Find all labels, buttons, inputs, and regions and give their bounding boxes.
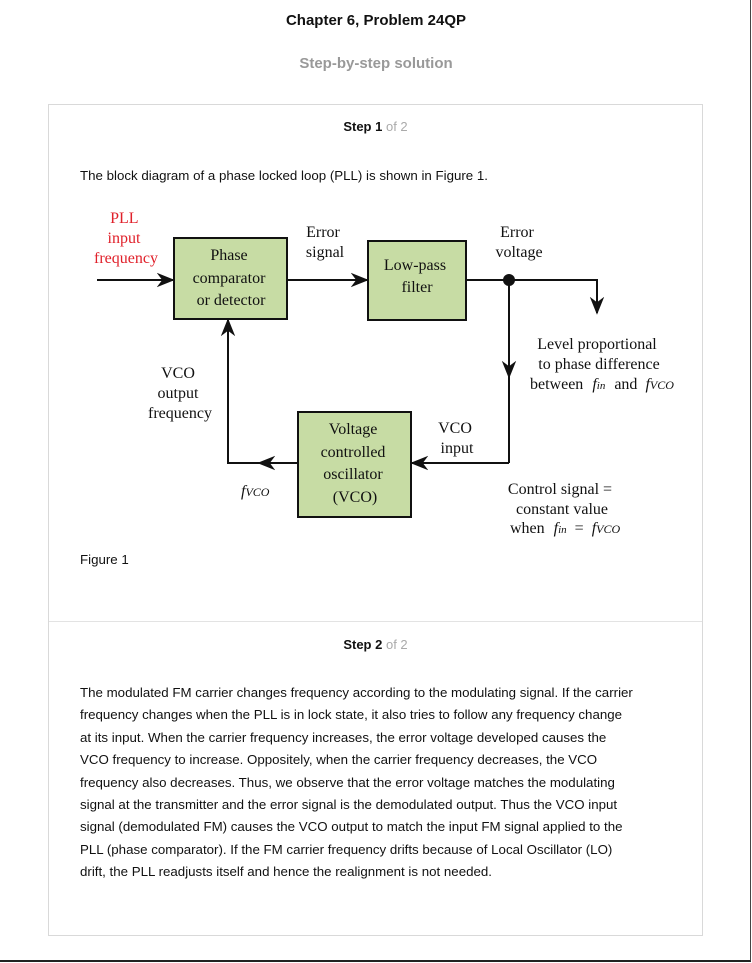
phase-comparator-label: Phase comparator or detector xyxy=(192,247,266,309)
pll-input-label: PLL input frequency xyxy=(94,210,158,267)
error-voltage-label: Error voltage xyxy=(495,224,543,261)
step-2-of: of 2 xyxy=(385,637,408,652)
step-2-line: frequency also decreases. Thus, we observe that the error voltage matches the modulating xyxy=(80,774,615,790)
level-between-line: between fin and fVCO xyxy=(530,376,674,393)
step-2-label: Step 2 xyxy=(343,637,383,652)
page-subtitle: Step-by-step solution xyxy=(299,55,453,72)
error-signal-label: Error signal xyxy=(305,224,345,261)
step-2-line: drift, the PLL readjusts itself and hence the realignment is not needed. xyxy=(80,864,492,880)
control-when-line: when fin = fVCO xyxy=(510,520,621,537)
control-signal-label: Control signal = constant value xyxy=(507,481,613,518)
fvco-label: fVCO xyxy=(241,483,270,500)
figure-caption: Figure 1 xyxy=(80,552,129,567)
step-1-label: Step 1 xyxy=(343,119,383,134)
vco-block-label: Voltage controlled oscillator (VCO) xyxy=(320,421,386,506)
vco-input-label: VCO input xyxy=(438,420,474,457)
step-2-line: PLL (phase comparator). If the FM carrier frequency drifts because of Local Oscillator (LO) xyxy=(80,841,613,857)
step-2-line: signal at the transmitter and the error signal is the demodulated output. Thus the VCO input xyxy=(80,797,618,813)
low-pass-filter-label: Low-pass filter xyxy=(383,257,447,296)
level-proportional-label: Level proportional to phase difference xyxy=(537,336,660,373)
step-2-header xyxy=(49,637,702,652)
output-line xyxy=(466,280,597,313)
step-divider xyxy=(49,621,702,622)
step-2-line: signal (demodulated FM) causes the VCO output to match the input FM signal applied to the xyxy=(80,819,623,835)
step-2-line: at its input. When the carrier frequency increases, the error voltage developed causes the xyxy=(80,729,607,745)
page-title: Chapter 6, Problem 24QP xyxy=(285,12,467,29)
step-2-line: VCO frequency to increase. Oppositely, when the carrier frequency decreases, the VCO xyxy=(80,752,598,768)
step-2-body xyxy=(80,682,680,884)
vco-output-label: VCO output frequency xyxy=(148,365,212,422)
step-2-line: The modulated FM carrier changes frequency according to the modulating signal. If the carrier xyxy=(80,685,633,700)
vco-output-line xyxy=(228,320,298,463)
step-1-intro: The block diagram of a phase locked loop (PLL) is shown in Figure 1. xyxy=(80,168,488,183)
step-2-line: frequency changes when the PLL is in lock state, it also tries to follow any frequency change xyxy=(80,707,623,723)
step-1-of: of 2 xyxy=(385,119,408,134)
solution-card xyxy=(48,104,703,936)
